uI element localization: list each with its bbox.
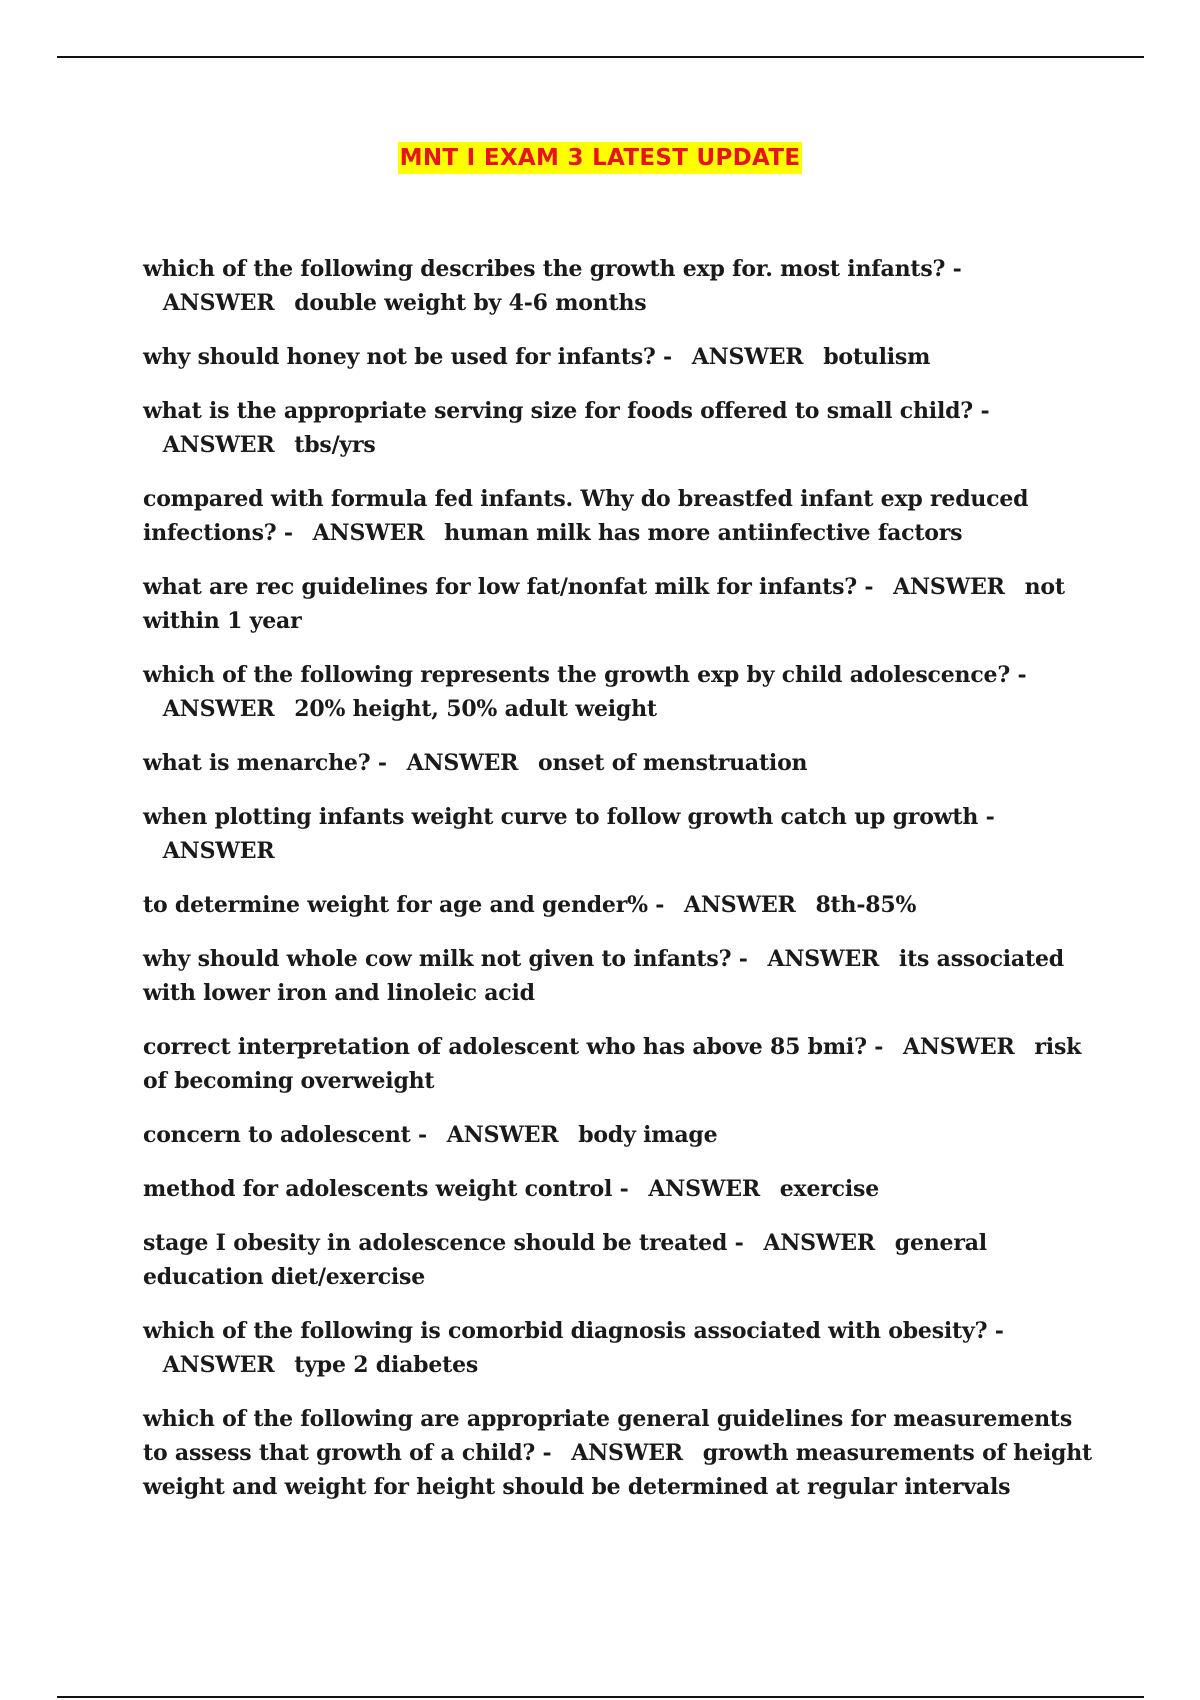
- question-text: which of the following describes the growth exp for. most infants? -: [143, 256, 962, 282]
- qa-item: [143, 1030, 1093, 1098]
- answer-text: type 2 diabetes: [294, 1352, 479, 1378]
- qa-item: [143, 942, 1093, 1010]
- answer-text: growth measurements of height weight and weight for height should be determined at regular intervals: [143, 1440, 1092, 1500]
- question-text: concern to adolescent -: [143, 1122, 427, 1148]
- answer-label: ANSWER: [763, 1230, 875, 1256]
- answer-label: ANSWER: [406, 750, 519, 776]
- question-text: which of the following are appropriate general guidelines for measurements to assess that growth of a child? -: [143, 1406, 1073, 1466]
- answer-label: ANSWER: [162, 1352, 275, 1378]
- qa-item: [143, 252, 1093, 320]
- answer-label: ANSWER: [571, 1440, 683, 1466]
- question-text: when plotting infants weight curve to follow growth catch up growth -: [143, 804, 995, 830]
- answer-label: ANSWER: [312, 520, 425, 546]
- answer-text: 8th-85%: [815, 892, 917, 918]
- qa-list: [143, 252, 1093, 1524]
- answer-label: ANSWER: [893, 574, 1005, 600]
- question-text: what is the appropriate serving size for foods offered to small child? -: [143, 398, 990, 424]
- title-container: [0, 142, 1200, 174]
- answer-label: ANSWER: [162, 696, 275, 722]
- bottom-rule: [57, 1696, 1144, 1698]
- question-text: which of the following represents the growth exp by child adolescence? -: [143, 662, 1027, 688]
- question-text: stage I obesity in adolescence should be treated -: [143, 1230, 744, 1256]
- answer-label: ANSWER: [902, 1034, 1015, 1060]
- question-text: what are rec guidelines for low fat/nonfat milk for infants? -: [143, 574, 874, 600]
- qa-item: [143, 800, 1093, 868]
- qa-item: [143, 888, 1093, 922]
- qa-item: [143, 340, 1093, 374]
- qa-item: [143, 658, 1093, 726]
- question-text: compared with formula fed infants. Why do breastfed infant exp reduced infections? -: [143, 486, 1029, 546]
- question-text: why should whole cow milk not given to infants? -: [143, 946, 748, 972]
- qa-item: [143, 570, 1093, 638]
- answer-text: risk of becoming overweight: [143, 1034, 1082, 1094]
- question-text: what is menarche? -: [143, 750, 387, 776]
- answer-label: ANSWER: [162, 432, 275, 458]
- answer-text: general education diet/exercise: [143, 1230, 987, 1290]
- answer-label: ANSWER: [684, 892, 796, 918]
- document-title: MNT I EXAM 3 LATEST UPDATE: [398, 142, 803, 174]
- answer-text: tbs/yrs: [294, 432, 376, 458]
- question-text: correct interpretation of adolescent who has above 85 bmi? -: [143, 1034, 884, 1060]
- answer-text: its associated with lower iron and linoleic acid: [143, 946, 1064, 1006]
- answer-label: ANSWER: [648, 1176, 760, 1202]
- answer-label: ANSWER: [446, 1122, 559, 1148]
- qa-item: [143, 1172, 1093, 1206]
- qa-item: [143, 394, 1093, 462]
- question-text: to determine weight for age and gender% -: [143, 892, 665, 918]
- question-text: why should honey not be used for infants? -: [143, 344, 672, 370]
- answer-label: ANSWER: [162, 290, 275, 316]
- qa-item: [143, 1226, 1093, 1294]
- qa-item: [143, 1118, 1093, 1152]
- answer-text: body image: [578, 1122, 718, 1148]
- answer-text: exercise: [779, 1176, 879, 1202]
- top-rule: [57, 56, 1144, 58]
- qa-item: [143, 746, 1093, 780]
- answer-text: not within 1 year: [143, 574, 1065, 634]
- qa-item: [143, 482, 1093, 550]
- answer-label: ANSWER: [767, 946, 880, 972]
- question-text: method for adolescents weight control -: [143, 1176, 629, 1202]
- qa-item: [143, 1402, 1093, 1504]
- question-text: which of the following is comorbid diagnosis associated with obesity? -: [143, 1318, 1004, 1344]
- qa-item: [143, 1314, 1093, 1382]
- answer-text: human milk has more antiinfective factors: [444, 520, 963, 546]
- answer-text: botulism: [823, 344, 931, 370]
- answer-text: 20% height, 50% adult weight: [294, 696, 657, 722]
- answer-label: ANSWER: [691, 344, 804, 370]
- answer-text: double weight by 4-6 months: [294, 290, 647, 316]
- answer-text: onset of menstruation: [538, 750, 808, 776]
- answer-label: ANSWER: [162, 838, 275, 864]
